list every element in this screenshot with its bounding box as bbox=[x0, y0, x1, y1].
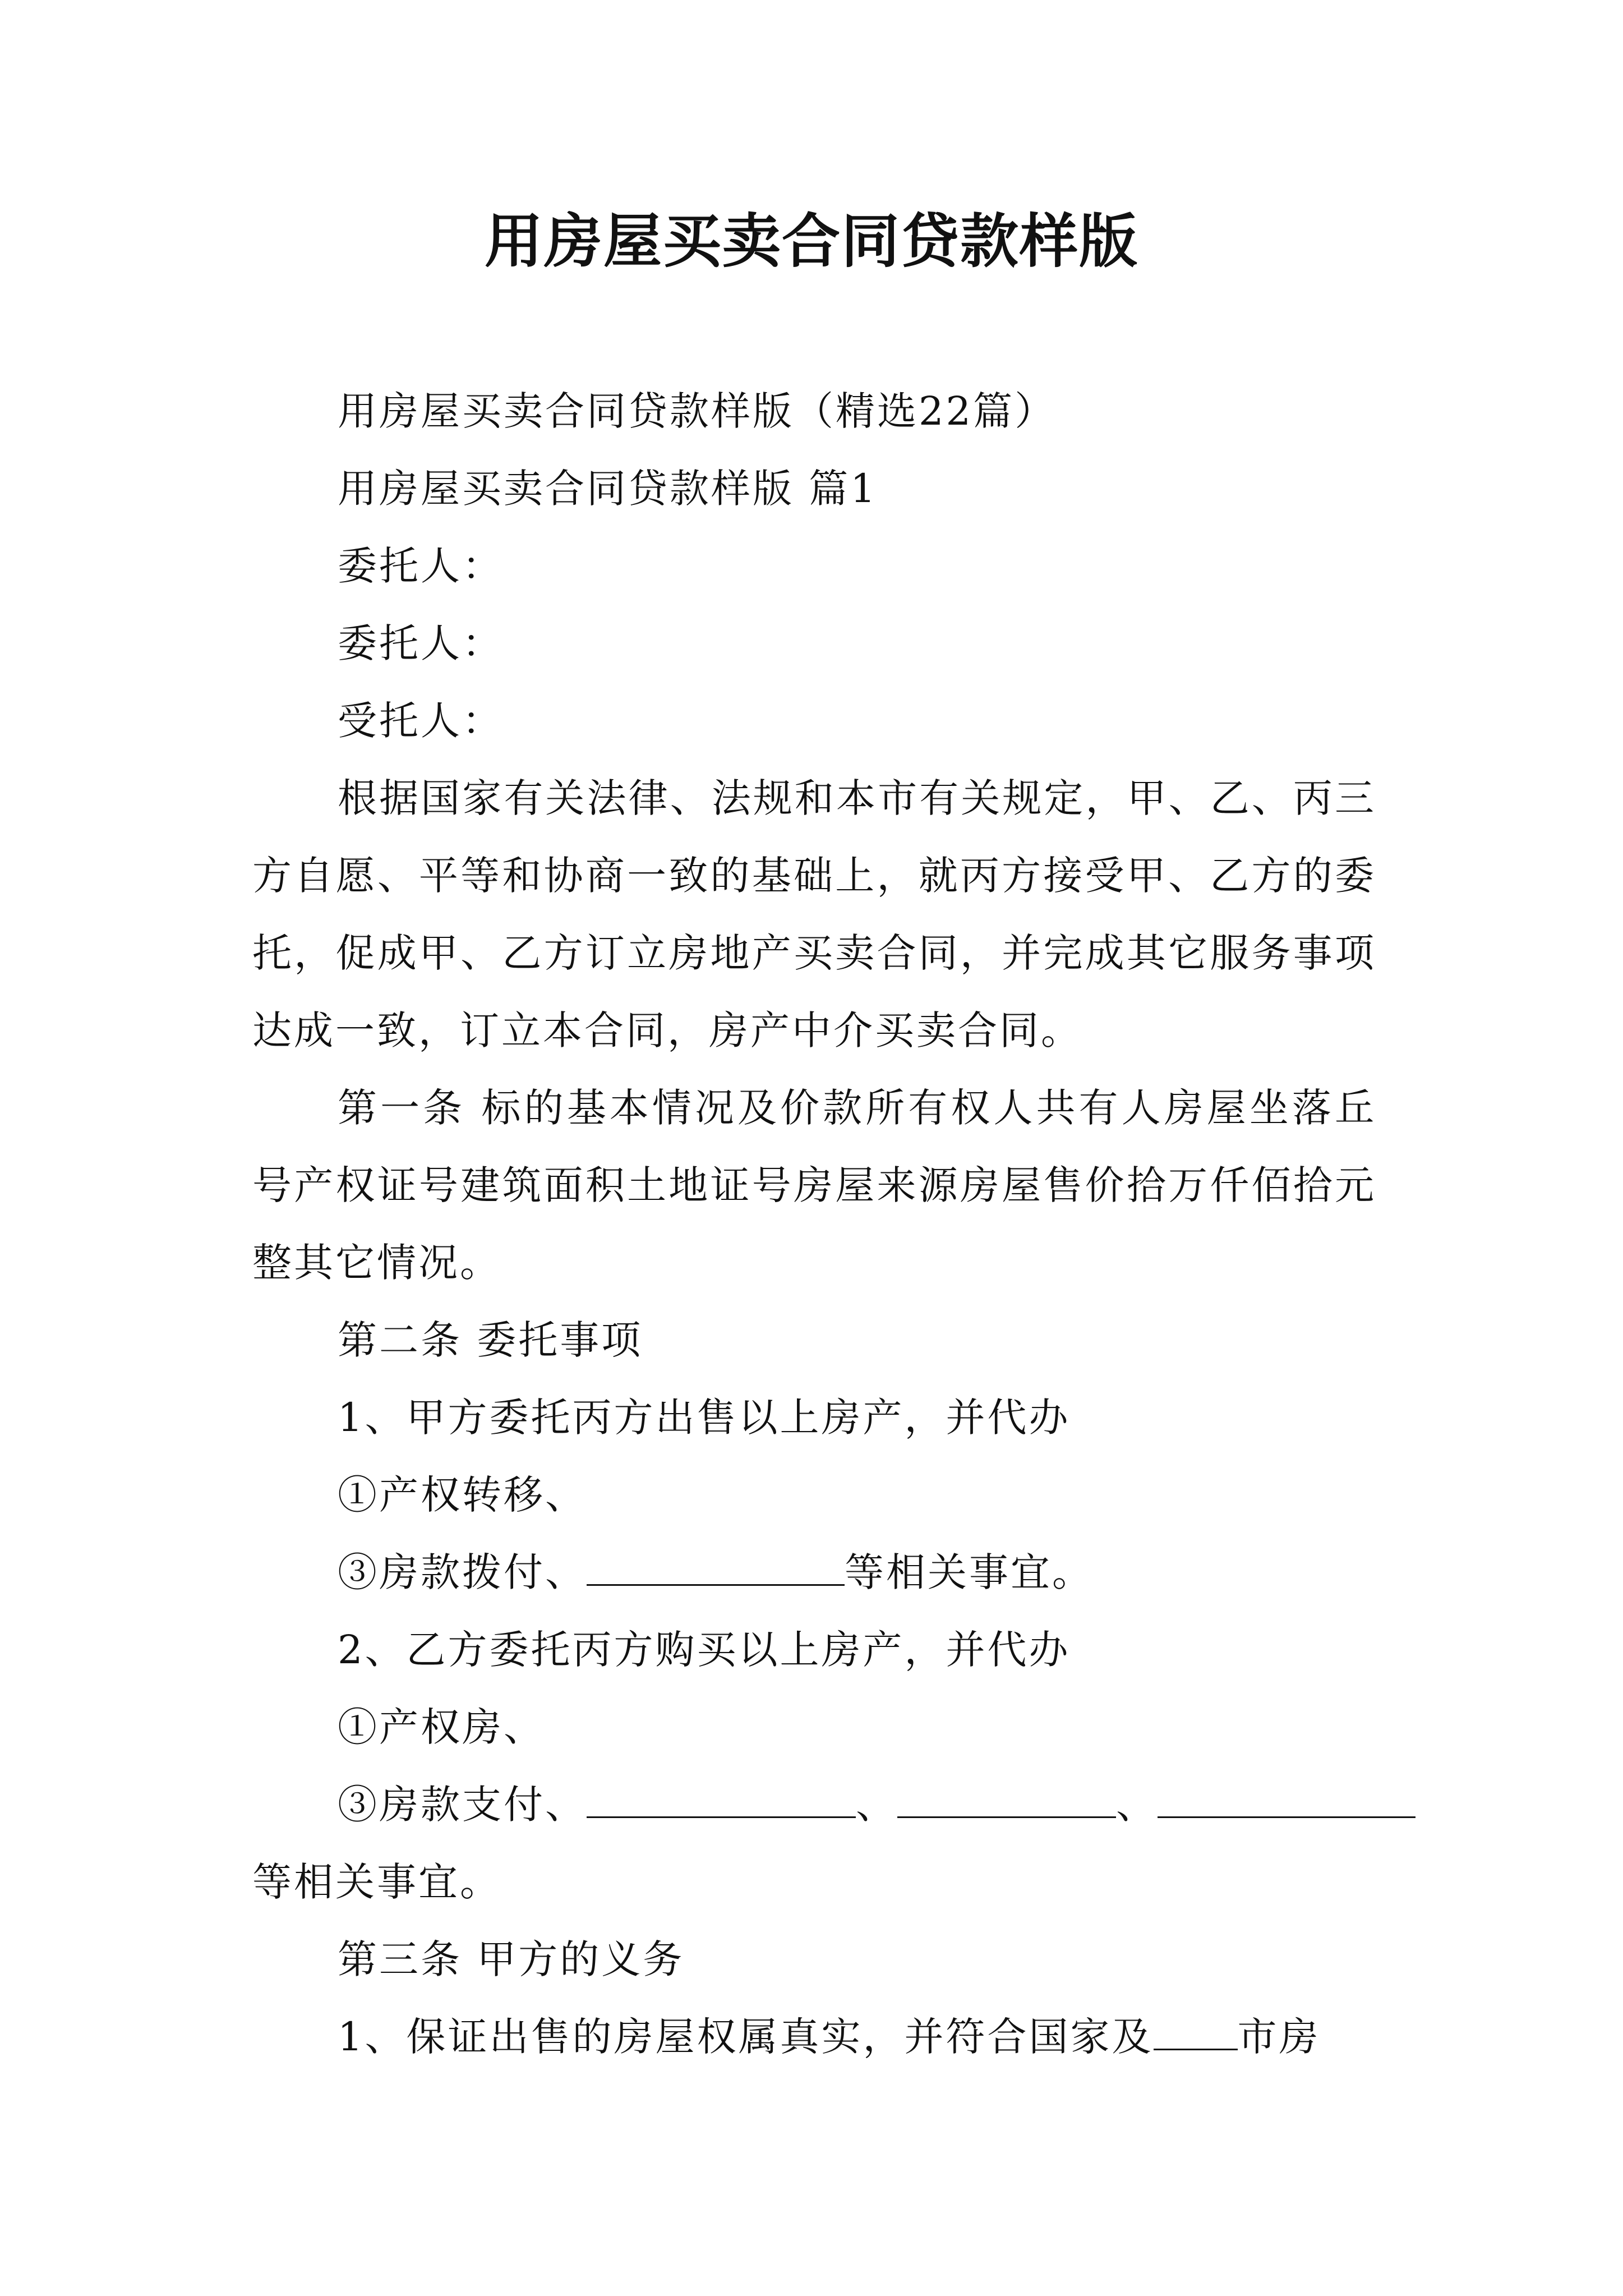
article-2-item-2-c bbox=[252, 1766, 1376, 1843]
article-1-paragraph: 第一条 标的基本情况及价款所有权人共有人房屋坐落丘号产权证号建筑面积土地证号房屋来源房屋售价拾万仟佰拾元整其它情况。 bbox=[252, 1085, 1376, 1286]
preamble-paragraph: 根据国家有关法律、法规和本市有关规定，甲、乙、丙三方自愿、平等和协商一致的基础上，就丙方接受甲、乙方的委托，促成甲、乙方订立房地产买卖合同，并完成其它服务事项达成一致，订立本合同，房产中介买卖合同。 bbox=[252, 775, 1376, 1053]
article-2-item-2-c-prefix: ③房款支付、 bbox=[338, 1782, 587, 1828]
section-heading: 用房屋买卖合同贷款样版 篇1 bbox=[338, 466, 878, 512]
fill-in-blank[interactable] bbox=[587, 1783, 856, 1818]
principal-line-2: 委托人： bbox=[338, 620, 504, 666]
article-2-item-1-c bbox=[252, 1534, 1376, 1611]
fill-in-blank[interactable] bbox=[897, 1783, 1116, 1818]
article-2-heading: 第二条 委托事项 bbox=[338, 1317, 643, 1363]
fill-in-blank[interactable] bbox=[587, 1550, 845, 1586]
article-3-item-1 bbox=[252, 1998, 1376, 2076]
article-2-item-2: 2、乙方委托丙方购买以上房产，并代办 bbox=[338, 1627, 1071, 1673]
article-2-item-1-a: ①产权转移、 bbox=[338, 1472, 587, 1518]
blank-separator: 、 bbox=[1116, 1782, 1158, 1828]
principal-line-1: 委托人： bbox=[338, 543, 504, 589]
fill-in-blank[interactable] bbox=[1158, 1783, 1415, 1818]
blank-separator: 、 bbox=[856, 1782, 897, 1828]
document-subtitle: 用房屋买卖合同贷款样版（精选22篇） bbox=[338, 388, 1057, 434]
agent-line: 受托人： bbox=[338, 698, 504, 744]
fill-in-blank[interactable] bbox=[1154, 2015, 1238, 2050]
article-2-item-2-a: ①产权房、 bbox=[338, 1704, 545, 1750]
article-2-item-2-c-continuation: 等相关事宜。 bbox=[252, 1859, 501, 1905]
article-2-item-1: 1、甲方委托丙方出售以上房产，并代办 bbox=[338, 1395, 1071, 1441]
article-2-item-1-c-suffix: 等相关事宜。 bbox=[845, 1549, 1094, 1595]
document-body bbox=[252, 372, 1376, 2076]
article-3-item-1-prefix: 1、保证出售的房屋权属真实，并符合国家及 bbox=[338, 2014, 1154, 2060]
article-2-item-1-c-prefix: ③房款拨付、 bbox=[338, 1549, 587, 1595]
document-title: 用房屋买卖合同贷款样版 bbox=[484, 206, 1138, 275]
article-3-item-1-suffix: 市房 bbox=[1237, 2014, 1321, 2060]
article-3-heading: 第三条 甲方的义务 bbox=[338, 1936, 685, 1982]
